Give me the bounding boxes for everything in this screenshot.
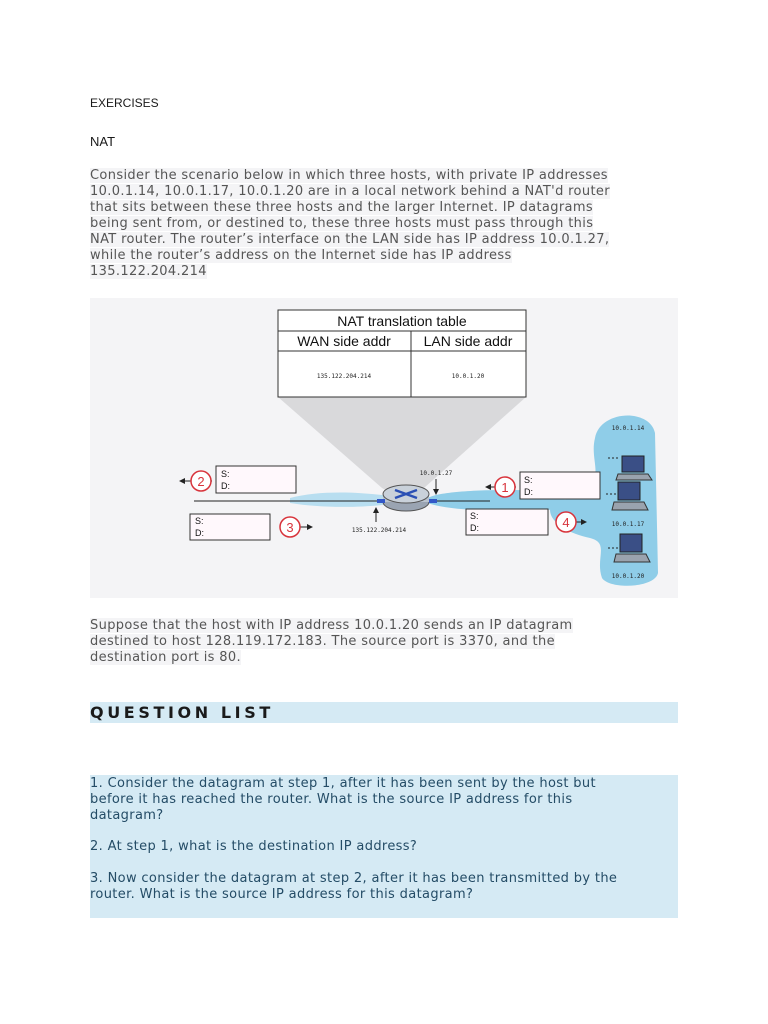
intro-line: being sent from, or destined to, these three hosts must pass through this <box>90 216 594 231</box>
question-list-title: QUESTION LIST <box>90 703 274 722</box>
col-lan-header: LAN side addr <box>423 333 513 349</box>
router-wan-ip: 135.122.204.214 <box>351 527 407 534</box>
question-line: before it has reached the router. What is the source IP address for this <box>90 792 573 807</box>
exercises-heading: EXERCISES <box>90 96 159 110</box>
nat-diagram-svg <box>90 298 678 598</box>
intro-line: Consider the scenario below in which three hosts, with private IP addresses <box>90 168 608 183</box>
box3-src-label: S: <box>195 516 204 526</box>
box2-src-label: S: <box>221 469 230 479</box>
funnel-shape <box>278 397 526 493</box>
wan-link <box>290 493 390 507</box>
intro-line: that sits between these three hosts and the larger Internet. IP datagrams <box>90 200 593 215</box>
host3-ip: 10.0.1.20 <box>611 573 645 580</box>
box4-src-label: S: <box>470 511 479 521</box>
intro-paragraph <box>90 168 680 280</box>
suppose-paragraph <box>90 618 680 666</box>
host2-ip: 10.0.1.17 <box>611 521 645 528</box>
intro-line: 10.0.1.14, 10.0.1.17, 10.0.1.20 are in a local network behind a NAT'd router <box>90 184 610 199</box>
question-line: 2. At step 1, what is the destination IP address? <box>90 839 418 854</box>
box3-dst-label: D: <box>195 528 204 538</box>
router-icon <box>383 485 429 511</box>
router-lan-ip: 10.0.1.27 <box>419 470 453 477</box>
intro-line: NAT router. The router’s interface on the LAN side has IP address 10.0.1.27, <box>90 232 610 247</box>
step-4-label: 4 <box>562 515 570 530</box>
box1-src-label: S: <box>524 475 533 485</box>
lan-value: 10.0.1.20 <box>451 373 485 380</box>
question-2 <box>90 839 678 855</box>
step-1-label: 1 <box>501 480 509 495</box>
box4-dst-label: D: <box>470 523 479 533</box>
suppose-line: Suppose that the host with IP address 10.0.1.20 sends an IP datagram <box>90 618 573 633</box>
suppose-line: destined to host 128.119.172.183. The source port is 3370, and the <box>90 634 555 649</box>
step-3-label: 3 <box>286 520 294 535</box>
host1-ip: 10.0.1.14 <box>611 425 645 432</box>
question-line: datagram? <box>90 808 164 823</box>
wan-value: 135.122.204.214 <box>316 373 372 380</box>
suppose-line: destination port is 80. <box>90 650 241 665</box>
step-2-label: 2 <box>197 474 205 489</box>
question-line: 3. Now consider the datagram at step 2, after it has been transmitted by the <box>90 871 618 886</box>
question-3 <box>90 871 678 903</box>
question-line: 1. Consider the datagram at step 1, after it has been sent by the host but <box>90 776 596 791</box>
nat-table-title: NAT translation table <box>337 313 467 329</box>
nat-diagram <box>90 298 678 598</box>
box1-dst-label: D: <box>524 487 533 497</box>
box2-dst-label: D: <box>221 481 230 491</box>
nat-heading: NAT <box>90 134 116 149</box>
col-wan-header: WAN side addr <box>297 333 391 349</box>
question-line: router. What is the source IP address for this datagram? <box>90 887 474 902</box>
intro-line: 135.122.204.214 <box>90 264 207 279</box>
intro-line: while the router’s address on the Internet side has IP address <box>90 248 512 263</box>
question-1 <box>90 776 678 824</box>
